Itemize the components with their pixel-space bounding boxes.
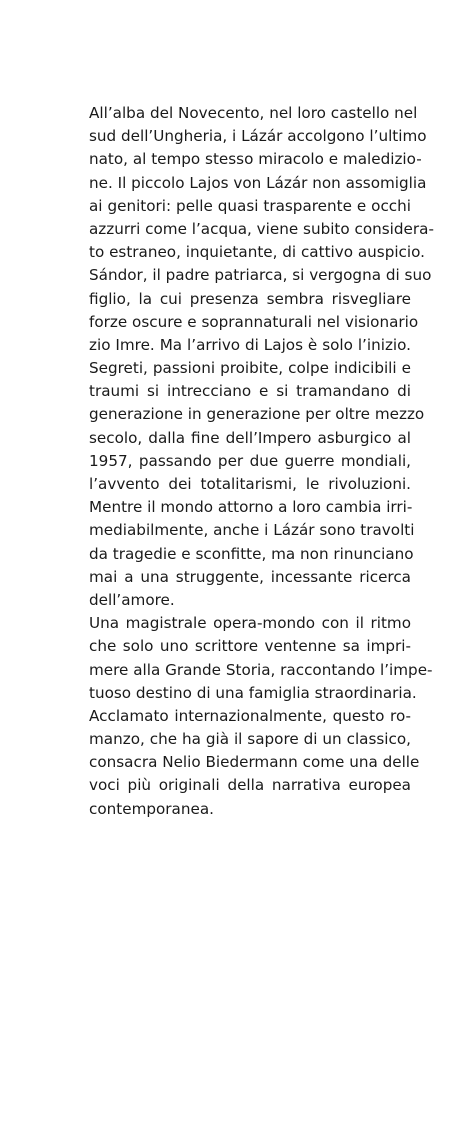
text-line: consacra Nelio Biedermann come una delle (89, 753, 420, 772)
text-line: Sándor, il padre patriarca, si vergogna di suo (89, 266, 432, 285)
text-line: azzurri come l’acqua, viene subito considera- (89, 219, 434, 238)
text-line: dell’amore. (89, 590, 175, 609)
text-line: figlio, la cui presenza sembra risvegliare (89, 289, 411, 308)
text-line: che solo uno scrittore ventenne sa impri- (89, 637, 411, 656)
text-line: manzo, che ha già il sapore di un classico, (89, 730, 411, 749)
text-line: mai a una struggente, incessante ricerca (89, 567, 411, 586)
text-line: mediabilmente, anche i Lázár sono travolti (89, 521, 415, 540)
text-line: ai genitori: pelle quasi trasparente e occhi (89, 196, 411, 215)
text-line: contemporanea. (89, 799, 214, 818)
text-line: Segreti, passioni proibite, colpe indicibili e (89, 359, 411, 378)
text-line: traumi si intrecciano e si tramandano di (89, 382, 411, 401)
text-line: voci più originali della narrativa europea (89, 776, 411, 795)
text-line: Una magistrale opera-mondo con il ritmo (89, 614, 411, 633)
text-line: 1957, passando per due guerre mondiali, (89, 451, 411, 470)
book-blurb (89, 102, 434, 821)
text-line: l’avvento dei totalitarismi, le rivoluzioni. (89, 475, 411, 493)
text-line: secolo, dalla fine dell’Impero asburgico al (89, 428, 411, 447)
blurb-paragraph-praise (89, 612, 433, 821)
text-line: Mentre il mondo attorno a loro cambia irri- (89, 498, 413, 517)
text-line: nato, al tempo stesso miracolo e maledizio- (89, 150, 422, 169)
text-line: mere alla Grande Storia, raccontando l’impe- (89, 660, 433, 679)
text-line: All’alba del Novecento, nel loro castello nel (89, 104, 418, 122)
text-line: to estraneo, inquietante, di cattivo auspicio. (89, 243, 425, 262)
blurb-paragraph-synopsis (89, 102, 434, 612)
text-line: da tragedie e sconfitte, ma non rinunciano (89, 544, 414, 563)
text-line: ne. Il piccolo Lajos von Lázár non assomiglia (89, 173, 427, 192)
text-line: tuoso destino di una famiglia straordinaria. (89, 683, 417, 702)
text-line: sud dell’Ungheria, i Lázár accolgono l’ultimo (89, 127, 427, 146)
text-line: Acclamato internazionalmente, questo ro- (89, 706, 411, 725)
text-line: generazione in generazione per oltre mezzo (89, 405, 425, 424)
text-line: zio Imre. Ma l’arrivo di Lajos è solo l’inizio. (89, 335, 411, 354)
text-line: forze oscure e soprannaturali nel visionario (89, 312, 419, 331)
